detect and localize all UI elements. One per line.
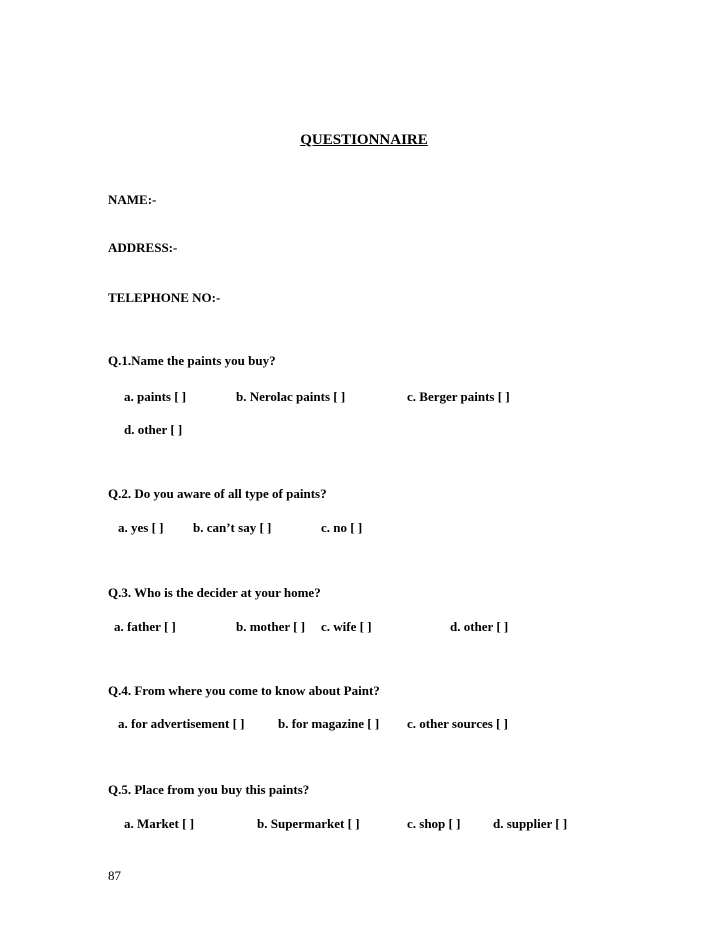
q2-option-b[interactable]: b. can’t say [ ] [193, 520, 272, 535]
q3-option-b[interactable]: b. mother [ ] [236, 619, 306, 634]
question-3: Q.3. Who is the decider at your home? [108, 585, 321, 600]
name-field-label: NAME:- [108, 192, 157, 207]
question-2: Q.2. Do you aware of all type of paints? [108, 486, 327, 501]
q5-option-d[interactable]: d. supplier [ ] [493, 816, 568, 831]
page-title: QUESTIONNAIRE [300, 132, 428, 148]
q4-option-b[interactable]: b. for magazine [ ] [278, 716, 380, 731]
q4-option-c[interactable]: c. other sources [ ] [407, 716, 508, 731]
q3-option-c[interactable]: c. wife [ ] [321, 619, 372, 634]
q5-option-a[interactable]: a. Market [ ] [124, 816, 195, 831]
q5-option-b[interactable]: b. Supermarket [ ] [257, 816, 360, 831]
q1-option-d[interactable]: d. other [ ] [124, 422, 183, 437]
question-5: Q.5. Place from you buy this paints? [108, 782, 310, 797]
q2-option-c[interactable]: c. no [ ] [321, 520, 363, 535]
q2-option-a[interactable]: a. yes [ ] [118, 520, 164, 535]
question-1: Q.1.Name the paints you buy? [108, 353, 276, 368]
q5-option-c[interactable]: c. shop [ ] [407, 816, 461, 831]
q1-option-c[interactable]: c. Berger paints [ ] [407, 389, 510, 404]
q3-option-d[interactable]: d. other [ ] [450, 619, 509, 634]
page-number: 87 [108, 868, 121, 883]
q1-option-b[interactable]: b. Nerolac paints [ ] [236, 389, 346, 404]
q1-option-a[interactable]: a. paints [ ] [124, 389, 187, 404]
address-field-label: ADDRESS:- [108, 240, 178, 255]
question-4: Q.4. From where you come to know about Paint? [108, 683, 380, 698]
q4-option-a[interactable]: a. for advertisement [ ] [118, 716, 245, 731]
telephone-field-label: TELEPHONE NO:- [108, 290, 221, 305]
q3-option-a[interactable]: a. father [ ] [114, 619, 176, 634]
